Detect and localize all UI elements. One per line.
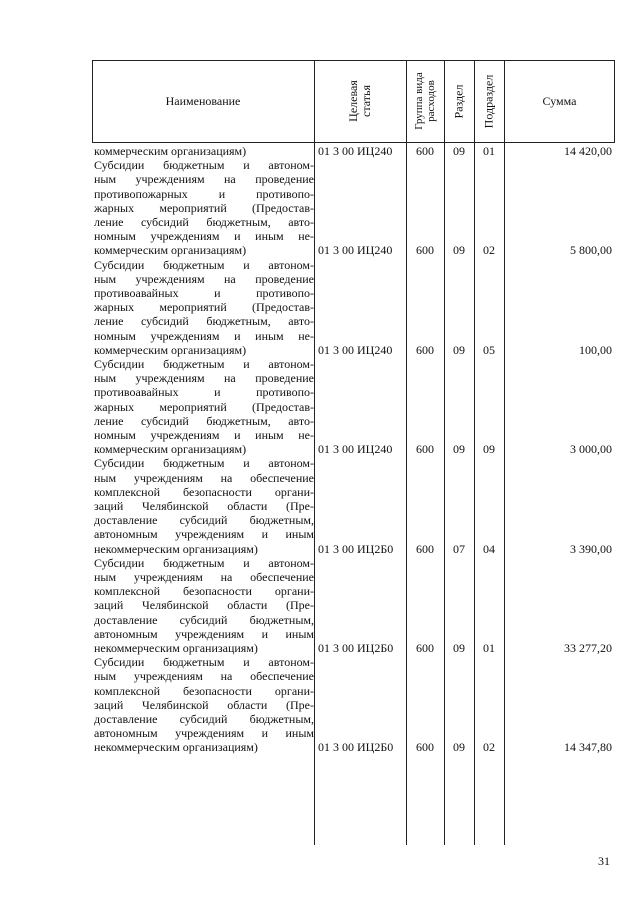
- row-name-line: заций Челябинской области (Пре-: [94, 598, 314, 613]
- row-name-line: Субсидии бюджетным и автоном-: [94, 555, 314, 570]
- row-name: [94, 258, 314, 357]
- row-name-line: коммерческим организациям): [94, 442, 247, 457]
- row-expense-group: 600: [416, 342, 434, 357]
- row-name-line: заций Челябинской области (Пре-: [94, 499, 314, 513]
- row-expense-group: 600: [416, 243, 434, 258]
- row-name-line: противопожарных и противопо-: [94, 186, 314, 201]
- header-section-label: Раздел: [451, 84, 466, 118]
- row-subsection: 05: [483, 342, 495, 357]
- row-name-line: Субсидии бюджетным и автоном-: [94, 655, 314, 670]
- page-number: 31: [598, 854, 610, 868]
- row-name-line: некоммерческим организациям): [94, 740, 258, 755]
- header-subsection: [474, 60, 504, 142]
- row-name: [94, 456, 314, 555]
- row-target-article: 01 3 00 ИЦ2Б0: [318, 541, 394, 556]
- row-name-line: ным учреждениям на обеспечение: [94, 669, 314, 684]
- col-border-1: [314, 60, 315, 845]
- row-name: [94, 144, 314, 158]
- row-name-line: ление субсидий бюджетным, авто-: [94, 314, 314, 329]
- row-section: 09: [453, 342, 465, 357]
- row-section: 09: [453, 740, 465, 755]
- row-sum: 5 800,00: [570, 243, 612, 258]
- row-name-line: комплексной безопасности органи-: [94, 683, 314, 698]
- row-name-line: противоавайных и противопо-: [94, 286, 314, 300]
- row-name-line: Субсидии бюджетным и автоном-: [94, 257, 314, 272]
- row-sum: 14 347,80: [564, 740, 612, 755]
- row-name: [94, 357, 314, 456]
- header-name-label: Наименование: [165, 93, 241, 108]
- row-name-line: ным учреждениям на проведение: [94, 271, 314, 286]
- row-name-line: коммерческим организациям): [94, 144, 247, 158]
- row-expense-group: 600: [416, 740, 434, 755]
- row-sum: 3 390,00: [570, 541, 612, 556]
- header-target-article: [314, 60, 406, 142]
- row-subsection: 02: [483, 740, 495, 755]
- row-expense-group: 600: [416, 541, 434, 556]
- row-name-line: доставление субсидий бюджетным,: [94, 513, 314, 528]
- row-target-article: 01 3 00 ИЦ240: [318, 144, 393, 158]
- row-sum: 100,00: [579, 342, 612, 357]
- row-section: 07: [453, 541, 465, 556]
- row-expense-group: 600: [416, 144, 434, 158]
- col-border-left: [92, 60, 93, 142]
- row-name: [94, 655, 314, 754]
- row-name-line: ление субсидий бюджетным, авто-: [94, 215, 314, 229]
- row-section: 09: [453, 144, 465, 158]
- row-name-line: ным учреждениям на проведение: [94, 371, 314, 386]
- row-name-line: жарных мероприятий (Предостав-: [94, 399, 314, 414]
- budget-table: [92, 60, 615, 845]
- row-name-line: коммерческим организациям): [94, 342, 247, 357]
- header-bottom-border: [92, 142, 615, 143]
- header-expense-group-label: Группа вида расходов: [413, 72, 437, 130]
- row-name-line: заций Челябинской области (Пре-: [94, 697, 314, 712]
- row-section: 09: [453, 243, 465, 258]
- row-name-line: Субсидии бюджетным и автоном-: [94, 456, 314, 471]
- row-sum: 3 000,00: [570, 442, 612, 457]
- row-name-line: ным учреждениям на проведение: [94, 172, 314, 187]
- row-expense-group: 600: [416, 442, 434, 457]
- row-name-line: ным учреждениям на обеспечение: [94, 570, 314, 584]
- row-name-line: номным учреждениям и иным не-: [94, 428, 314, 443]
- row-name-line: некоммерческим организациям): [94, 641, 258, 656]
- row-name-line: автономным учреждениям и иным: [94, 527, 314, 542]
- col-border-right: [614, 60, 615, 142]
- header-subsection-label: Подраздел: [481, 74, 496, 128]
- header-section: [444, 60, 474, 142]
- row-name-line: номным учреждениям и иным не-: [94, 229, 314, 244]
- row-name-line: автономным учреждениям и иным: [94, 626, 314, 641]
- row-name-line: доставление субсидий бюджетным,: [94, 612, 314, 627]
- row-sum: 33 277,20: [564, 641, 612, 655]
- row-subsection: 04: [483, 541, 495, 556]
- row-name-line: ление субсидий бюджетным, авто-: [94, 413, 314, 428]
- header-sum-label: Сумма: [542, 93, 577, 108]
- row-sum: 14 420,00: [564, 144, 612, 158]
- row-name-line: комплексной безопасности органи-: [94, 584, 314, 599]
- row-name: [94, 158, 314, 257]
- row-subsection: 01: [483, 144, 495, 158]
- row-name-line: Субсидии бюджетным и автоном-: [94, 357, 314, 371]
- row-subsection: 02: [483, 243, 495, 258]
- table-top-border: [92, 60, 615, 61]
- header-sum: [504, 60, 615, 142]
- row-name-line: комплексной безопасности органи-: [94, 484, 314, 499]
- row-name-line: противоавайных и противопо-: [94, 385, 314, 400]
- row-target-article: 01 3 00 ИЦ240: [318, 342, 393, 357]
- row-name-line: жарных мероприятий (Предостав-: [94, 300, 314, 315]
- row-section: 09: [453, 641, 465, 655]
- header-name: [92, 60, 314, 142]
- row-subsection: 01: [483, 641, 495, 655]
- row-target-article: 01 3 00 ИЦ2Б0: [318, 641, 394, 655]
- row-name-line: жарных мероприятий (Предостав-: [94, 200, 314, 215]
- row-target-article: 01 3 00 ИЦ2Б0: [318, 740, 394, 755]
- row-target-article: 01 3 00 ИЦ240: [318, 243, 393, 258]
- row-name-line: Субсидии бюджетным и автоном-: [94, 158, 314, 173]
- row-name-line: автономным учреждениям и иным: [94, 726, 314, 741]
- row-name-line: коммерческим организациям): [94, 243, 247, 258]
- row-target-article: 01 3 00 ИЦ240: [318, 442, 393, 457]
- row-subsection: 09: [483, 442, 495, 457]
- header-expense-group: [406, 60, 444, 142]
- row-expense-group: 600: [416, 641, 434, 655]
- row-name: [94, 556, 314, 655]
- row-section: 09: [453, 442, 465, 457]
- header-target-article-label: Целевая статья: [345, 80, 373, 122]
- row-name-line: доставление субсидий бюджетным,: [94, 712, 314, 726]
- row-name-line: некоммерческим организациям): [94, 541, 258, 556]
- row-name-line: ным учреждениям на обеспечение: [94, 470, 314, 485]
- row-name-line: номным учреждениям и иным не-: [94, 328, 314, 343]
